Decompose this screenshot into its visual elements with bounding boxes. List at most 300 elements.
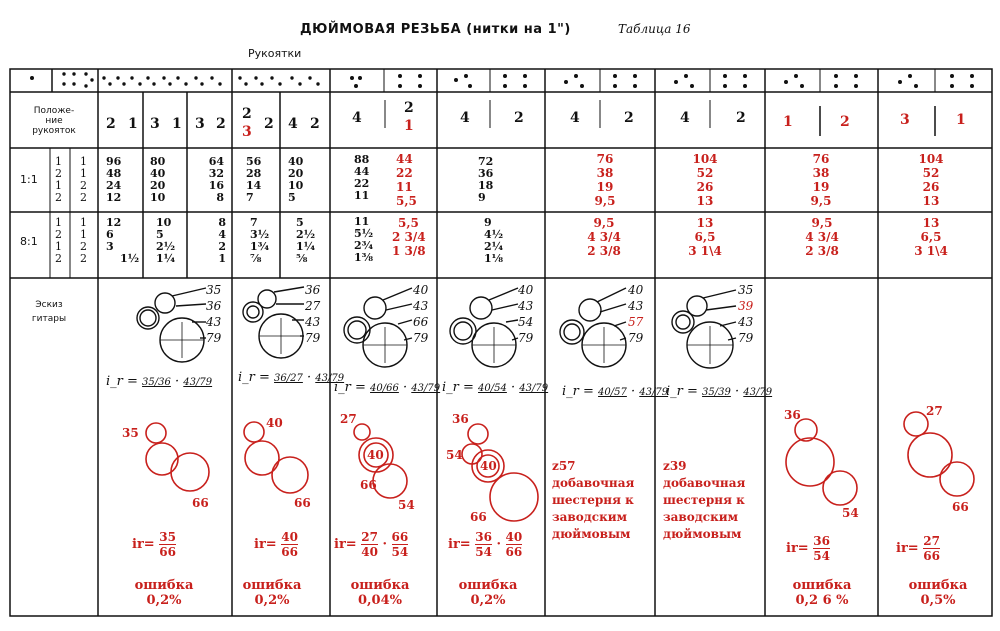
vals-1-c2 [150,156,165,204]
gear-labels-5 [628,282,643,346]
cell: 44 [354,165,370,178]
cell: 28 [246,167,262,180]
cell: 5 [288,191,296,204]
error-label: ошибка [350,578,410,593]
cell: 32 [208,167,224,180]
cell: 10 [156,216,172,229]
red-gear-label: 66 [294,496,311,510]
cell: 5½ [354,227,374,240]
vals-8-c3-red [392,216,426,258]
cell: 3 [106,240,114,253]
red-gear-label: 66 [952,500,969,514]
cell: 22 [354,177,370,190]
ir-frac [281,530,298,559]
cell: 5 [296,216,304,229]
cell: 7 [246,191,254,204]
cell: 104 [692,152,718,166]
ir-formula-4: ir= $\frac{36}{54}$ · $\frac{40}{66}$ [448,530,523,559]
handle-positions-1 [55,156,62,204]
note-line: заводским [663,510,739,524]
cell: 40 [150,167,166,180]
cell: 1¾ [250,240,270,253]
position-label-line: ние [45,116,63,126]
cell: 6 [106,228,114,241]
cell: 26 [696,180,714,194]
gear-num: 43 [305,315,321,329]
vals-8-c4 [250,217,269,265]
cell: 5,5 [396,194,417,208]
hdr-c1e: 3 [195,116,205,132]
error-value: 0,2% [146,593,182,608]
red-gear-label: 27 [340,412,357,426]
cell: 9 [484,216,492,229]
hdr-c2d: 2 [310,116,320,132]
cell: 2¾ [354,239,374,252]
cell: 4 3/4 [805,230,839,244]
cell: 3½ [250,228,270,241]
hdr-c3-left: 4 [352,110,362,126]
gear-sketch-2 [243,287,304,358]
gear-num: 43 [738,315,754,329]
red-gears-7 [786,419,857,505]
gear-num: 57 [628,315,644,329]
vals-8-c6 [680,216,730,258]
cell: 64 [208,155,224,168]
handles-label: Рукоятки [248,47,302,60]
error-3 [340,578,420,608]
hp: 2 [80,191,87,204]
error-value: 0,04% [357,593,402,608]
formula-6: i_r = 35/39 · 43/79 [666,384,773,399]
vals-8-c3-black [354,216,373,264]
error-4 [448,578,528,608]
note-z39 [663,458,745,543]
vals-8-c3 [206,217,226,265]
cell: 52 [922,166,940,180]
gear-num: 36 [305,283,321,297]
ir-num: 40 [281,530,298,544]
cell: 104 [918,152,944,166]
ratio-1-1-label: 1:1 [20,173,38,186]
handle-positions-8b [80,217,87,265]
hp: 1 [80,216,87,229]
cell: 4 [218,228,226,241]
ir-formula-8 [896,534,940,563]
page-title: ДЮЙМОВАЯ РЕЗЬБА (нитки на 1") [300,22,571,37]
cell: 72 [478,155,494,168]
ir-frac [159,530,176,559]
ir-num: 36 [475,530,492,544]
ir-num: 35 [159,530,176,544]
hp: 2 [80,179,87,192]
cell: 18 [478,179,494,192]
cell: 88 [354,153,370,166]
error-label: ошибка [242,578,302,593]
gear-num: 27 [305,299,321,313]
ratio-8-1-label: 8:1 [20,235,38,248]
cell: 12 [106,216,122,229]
vals-1-c1 [106,156,121,204]
cell: 13 [922,194,940,208]
cell: 7 [250,216,258,229]
vals-8-c4 [484,217,503,265]
cell: 14 [246,179,262,192]
error-label: ошибка [134,578,194,593]
gear-sketch-1 [137,288,206,362]
formula-prefix: i_r = [238,370,270,385]
position-label-line: рукояток [32,126,76,136]
cell: 9 [478,191,486,204]
ir-den: 66 [159,545,176,559]
hdr-c7a: 1 [783,114,793,130]
hdr-c8b: 1 [956,112,966,128]
red-gear-label: 54 [842,506,859,520]
cell: 2 3/4 [392,230,426,244]
note-line: дюймовым [552,527,631,541]
ir-frac [392,530,409,559]
cell: 44 [396,152,413,166]
gear-num: 39 [738,299,754,313]
ir-label: ir= [448,537,471,552]
hdr-c4b: 2 [514,110,524,126]
gear-num: 43 [518,299,534,313]
gear-num: 36 [206,299,222,313]
gear-num: 40 [628,283,644,297]
formula-prefix: i_r = [334,380,366,395]
gear-num: 40 [413,283,429,297]
ir-label: ir= [132,537,155,552]
red-gear-label: 66 [360,478,377,492]
formula-1: i_r = 35/36 · 43/79 [106,374,213,389]
cell: 2 [218,240,226,253]
cell: 20 [288,167,304,180]
red-gear-label: 40 [266,416,283,430]
error-8 [898,578,978,608]
ir-num: 40 [505,530,523,544]
ir-den: 54 [813,549,830,563]
gear-num: 43 [206,315,222,329]
cell: 8 [216,191,224,204]
cell: ⅞ [250,252,262,265]
red-gears-1 [146,423,209,491]
vals-1-c8 [916,152,946,208]
cell: 76 [812,152,830,166]
note-z57 [552,458,634,543]
cell: 6,5 [694,230,716,244]
vals-1-c3-black [354,154,369,202]
gear-num: 35 [206,283,222,297]
error-7 [782,578,862,608]
cell: 1⅜ [354,251,374,264]
gear-labels-2 [305,282,320,346]
hp: 2 [80,240,87,253]
formula-frac: 40/57 [598,387,627,398]
cell: 10 [150,191,166,204]
ir-frac [475,530,492,559]
gear-num: 54 [518,315,534,329]
dot-pattern [30,72,974,88]
hdr-c5b: 2 [624,110,634,126]
cell: 19 [812,180,830,194]
error-2 [232,578,312,608]
hp: 1 [80,155,87,168]
hdr-c1d: 1 [172,116,182,132]
cell: 16 [208,179,224,192]
formula-prefix: i_r = [442,380,474,395]
ir-den: 66 [923,549,940,563]
red-gear-label: 36 [784,408,801,422]
gear-num: 79 [628,331,644,345]
gear-num: 66 [413,315,429,329]
formula-prefix: i_r = [106,374,138,389]
hdr-c2c: 4 [288,116,298,132]
hp: 2 [55,167,62,180]
cell: 2¼ [484,240,504,253]
hdr-c2-top: 2 [242,106,252,122]
cell: 40 [288,155,304,168]
gear-num: 35 [738,283,754,297]
error-label: ошибка [458,578,518,593]
formula-frac: 40/54 [478,383,507,394]
cell: 26 [922,180,940,194]
ir-den: 54 [475,545,492,559]
ir-den: 40 [361,545,378,559]
sketch-label-line: Эскиз [35,300,63,310]
cell: 96 [106,155,122,168]
ir-frac [361,530,378,559]
vals-1-c4 [478,156,493,204]
red-gear-label: 66 [192,496,209,510]
error-value: 0,5% [920,593,956,608]
cell: 10 [288,179,304,192]
vals-1-c5 [590,152,620,208]
formula-frac: 43/79 [411,383,441,394]
red-gear-label: 36 [452,412,469,426]
ir-den: 66 [505,545,523,559]
ir-num: 27 [923,534,940,548]
formula-frac: 35/39 [702,387,731,398]
formula-frac: 43/79 [315,373,345,384]
red-gear-label: 54 [446,448,463,462]
hdr-c3-bottom: 1 [404,118,414,134]
ir-formula-3: ir= $\frac{27}{40}$ · $\frac{66}{54}$ [334,530,409,559]
note-line: добавочная [552,476,635,490]
error-value: 0,2 6 % [795,593,849,608]
error-label: ошибка [792,578,852,593]
formula-frac: 40/66 [370,383,399,394]
vals-8-c7 [794,216,850,258]
cell: 4½ [484,228,504,241]
ir-den: 54 [391,545,409,559]
red-gear-label: 35 [122,426,139,440]
cell: 9,5 [593,216,615,230]
error-value: 0,2% [470,593,506,608]
vals-1-c4 [246,156,261,204]
ir-num: 36 [813,534,830,548]
note-line: дюймовым [663,527,742,541]
hp: 1 [55,155,62,168]
cell: 4 3/4 [587,230,621,244]
cell: 76 [596,152,614,166]
note-line: добавочная [663,476,746,490]
vals-8-c2 [156,217,175,265]
sketch-label [14,298,84,326]
ir-den: 66 [281,545,298,559]
hdr-c1a: 2 [106,116,116,132]
red-gears-4 [462,424,538,521]
red-gear-label: 66 [470,510,487,524]
formula-prefix: i_r = [562,384,594,399]
hdr-c6a: 4 [680,110,690,126]
cell: 80 [150,155,166,168]
cell: 20 [150,179,166,192]
note-line: z39 [663,459,687,473]
hdr-c1c: 3 [150,116,160,132]
ir-formula-7 [786,534,830,563]
hp: 2 [55,252,62,265]
vals-8-c8 [906,216,956,258]
vals-1-c5 [288,156,303,204]
position-label-line: Положе- [33,106,75,116]
ir-label: ir= [254,537,277,552]
handle-positions-8 [55,217,62,265]
vals-1-c6 [690,152,720,208]
cell: 9,5 [811,216,833,230]
formula-frac: 43/79 [519,383,549,394]
gear-sketch-5 [560,288,626,367]
ir-frac [506,530,523,559]
gear-labels-1 [206,282,221,346]
cell: 11 [396,180,413,194]
cell: 6,5 [920,230,942,244]
gear-labels-6 [738,282,753,346]
formula-3: i_r = 40/66 · 43/79 [334,380,441,395]
hdr-c5a: 4 [570,110,580,126]
ir-frac [923,534,940,563]
red-gear-label: 27 [926,404,943,418]
gear-num: 40 [518,283,534,297]
vals-1-c3-red [396,152,417,208]
cell: 9,5 [594,194,616,208]
cell: 1¼ [156,252,176,265]
hdr-c2b: 2 [264,116,274,132]
hdr-c1f: 2 [216,116,226,132]
gear-sketch-6 [672,290,736,368]
ir-label: ir= [896,541,919,556]
cell: 38 [812,166,830,180]
gear-num: 79 [206,331,222,345]
cell: 1 [218,252,226,265]
ir-formula-2 [254,530,298,559]
vals-8-c1 [106,217,139,265]
hp: 1 [55,240,62,253]
cell: ⅝ [296,252,308,265]
hp: 2 [55,228,62,241]
cell: 2½ [156,240,176,253]
cell: 12 [106,191,122,204]
formula-prefix: i_r = [666,384,698,399]
gear-sketch-4 [450,288,518,367]
ir-label: ir= [334,537,357,552]
formula-frac: 43/79 [639,387,669,398]
ir-frac [813,534,830,563]
hdr-c7b: 2 [840,114,850,130]
ir-label: ir= [786,541,809,556]
formula-5: i_r = 40/57 · 43/79 [562,384,669,399]
cell: 52 [696,166,714,180]
cell: 1⅛ [484,252,504,265]
cell: 2 3/8 [805,244,839,258]
red-gear-label: 40 [367,448,384,462]
hdr-c6b: 2 [736,110,746,126]
cell: 13 [696,194,714,208]
error-label: ошибка [908,578,968,593]
cell: 1½ [120,252,140,265]
formula-frac: 36/27 [274,373,303,384]
cell: 13 [696,216,714,230]
error-1 [124,578,204,608]
formula-frac: 43/79 [183,377,213,388]
cell: 22 [396,166,413,180]
cell: 2 3/8 [587,244,621,258]
hp: 1 [80,167,87,180]
vals-1-c7 [806,152,836,208]
formula-frac: 35/36 [142,377,171,388]
red-gears-8 [904,412,974,496]
gear-num: 43 [413,299,429,313]
position-label [14,106,94,136]
cell: 56 [246,155,262,168]
cell: 5,5 [398,216,419,230]
cell: 3 1\4 [914,244,948,258]
cell: 5 [156,228,164,241]
cell: 8 [218,216,226,229]
hdr-c1b: 1 [128,116,138,132]
note-line: z57 [552,459,576,473]
cell: 11 [354,189,370,202]
cell: 38 [596,166,614,180]
cell: 3 1\4 [688,244,722,258]
cell: 1¼ [296,240,316,253]
hp: 1 [55,216,62,229]
error-value: 0,2% [254,593,290,608]
note-line: шестерня к [552,493,634,507]
cell: 1 3/8 [392,244,426,258]
note-line: шестерня к [663,493,745,507]
gear-num: 79 [413,331,429,345]
ir-num: 27 [361,530,378,544]
cell: 24 [106,179,122,192]
gear-labels-4 [518,282,533,346]
hp: 1 [55,179,62,192]
ir-num: 66 [391,530,409,544]
cell: 11 [354,215,370,228]
gear-num: 43 [628,299,644,313]
red-gear-label: 54 [398,498,415,512]
cell: 9,5 [810,194,832,208]
formula-2: i_r = 36/27 · 43/79 [238,370,345,385]
hp: 1 [80,228,87,241]
table-number: Таблица 16 [618,22,691,36]
hp: 2 [55,191,62,204]
vals-8-c5 [296,217,315,265]
note-line: заводским [552,510,628,524]
hdr-c2-bottom: 3 [242,124,252,140]
gear-num: 79 [738,331,754,345]
gear-num: 79 [305,331,321,345]
formula-frac: 43/79 [743,387,773,398]
sketch-label-line: гитары [31,314,67,324]
